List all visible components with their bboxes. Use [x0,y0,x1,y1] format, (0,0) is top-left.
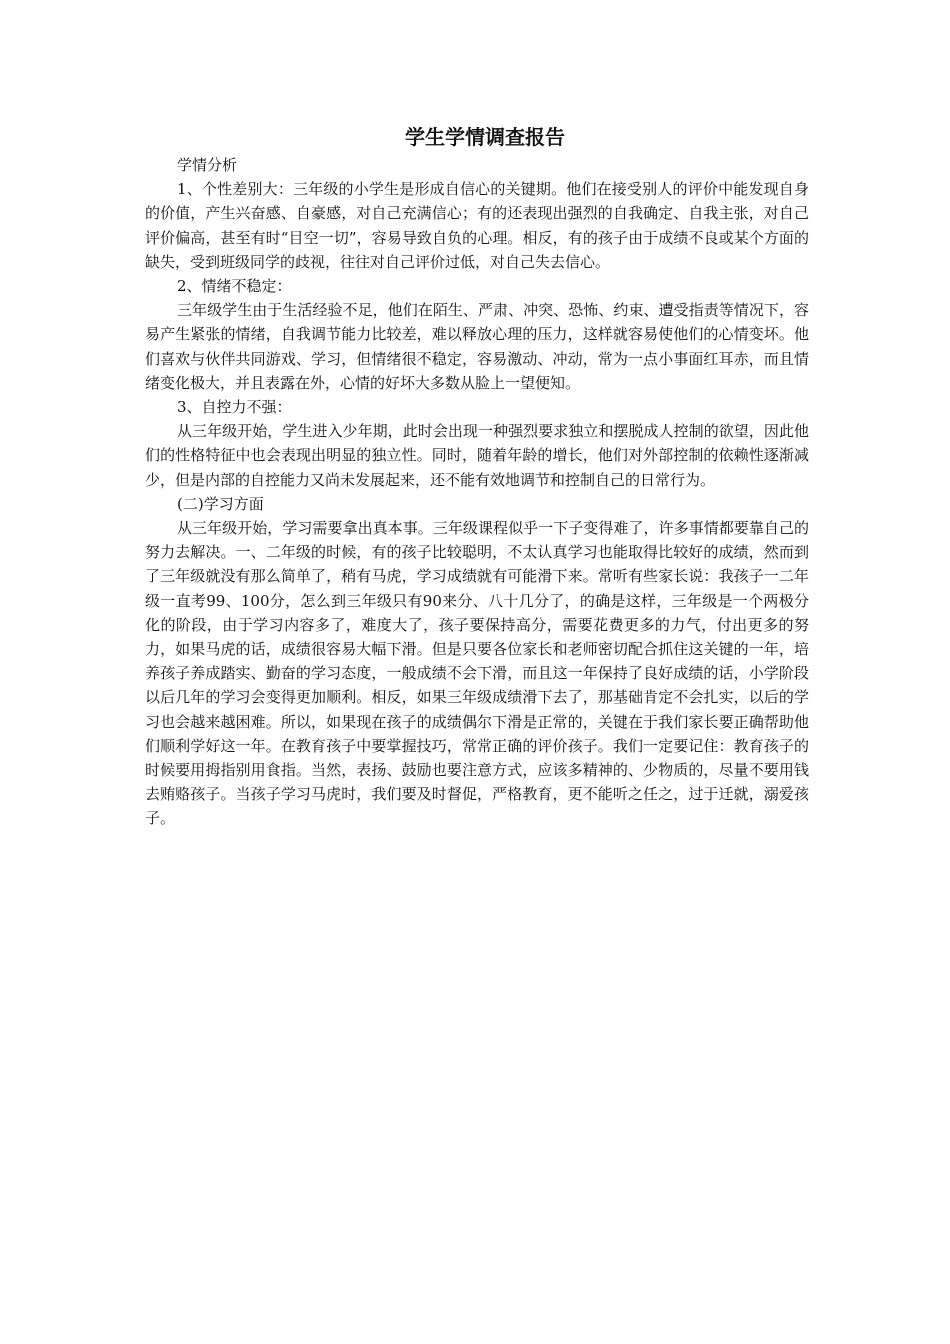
paragraph-emotion: 三年级学生由于生活经验不足，他们在陌生、严肃、冲突、恐怖、约束、遭受指责等情况下，容易产生紧张的情绪，自我调节能力比较差，难以释放心理的压力，这样就容易使他们的心情变坏。他们喜欢与伙伴共同游戏、学习，但情绪很不稳定，容易激动、冲动，常为一点小事面红耳赤，而且情绪变化极大，并且表露在外，心情的好坏大多数从脸上一望便知。 [145,301,809,392]
paragraph-study: 从三年级开始，学习需要拿出真本事。三年级课程似乎一下子变得难了，许多事情都要靠自己的努力去解决。一、二年级的时候，有的孩子比较聪明，不太认真学习也能取得比较好的成绩，然而到了三年级就没有那么简单了，稍有马虎，学习成绩就有可能滑下来。常听有些家长说：我孩子一二年级一直考99、100分，怎么到三年级只有90来分、八十几分了，的确是这样，三年级是一个两极分化的阶段，由于学习内容多了，难度大了，孩子要保持高分，需要花费更多的力气，付出更多的努力，如果马虎的话，成绩很容易大幅下滑。但是只要各位家长和老师密切配合抓住这关键的一年，培养孩子养成踏实、勤奋的学习态度，一般成绩不会下滑，而且这一年保持了良好成绩的话，小学阶段以后几年的学习会变得更加顺利。相反，如果三年级成绩滑下去了，那基础肯定不会扎实，以后的学习也会越来越困难。所以，如果现在孩子的成绩偶尔下滑是正常的，关键在于我们家长要正确帮助他们顺利学好这一年。在教育孩子中要掌握技巧，常常正确的评价孩子。我们一定要记住：教育孩子的时候要用拇指别用食指。当然，表扬、鼓励也要注意方式，应该多精神的、少物质的，尽量不要用钱去贿赂孩子。当孩子学习马虎时，我们要及时督促，严格教育，更不能听之任之，过于迁就，溺爱孩子。 [145,519,809,828]
section-heading-self-control: 3、自控力不强： [177,398,292,417]
section-heading-analysis: 学情分析 [177,156,238,174]
section-heading-emotion: 2、情绪不稳定： [177,277,292,296]
paragraph-personality: 1、个性差别大：三年级的小学生是形成自信心的关键期。他们在接受别人的评价中能发现自身的价值，产生兴奋感、自豪感，对自己充满信心；有的还表现出强烈的自我确定、自我主张，对自己评价偏高，甚至有时“目空一切”，容易导致自负的心理。相反，有的孩子由于成绩不良或某个方面的缺失，受到班级同学的歧视，往往对自己评价过低，对自己失去信心。 [145,180,809,271]
document-page [145,122,809,831]
section-heading-study: (二)学习方面 [177,494,264,513]
document-title: 学生学情调查报告 [405,125,565,149]
paragraph-self-control: 从三年级开始，学生进入少年期，此时会出现一种强烈要求独立和摆脱成人控制的欲望，因此他们的性格特征中也会表现出明显的独立性。同时，随着年龄的增长，他们对外部控制的依赖性逐渐减少，但是内部的自控能力又尚未发展起来，还不能有效地调节和控制自己的日常行为。 [145,422,809,489]
